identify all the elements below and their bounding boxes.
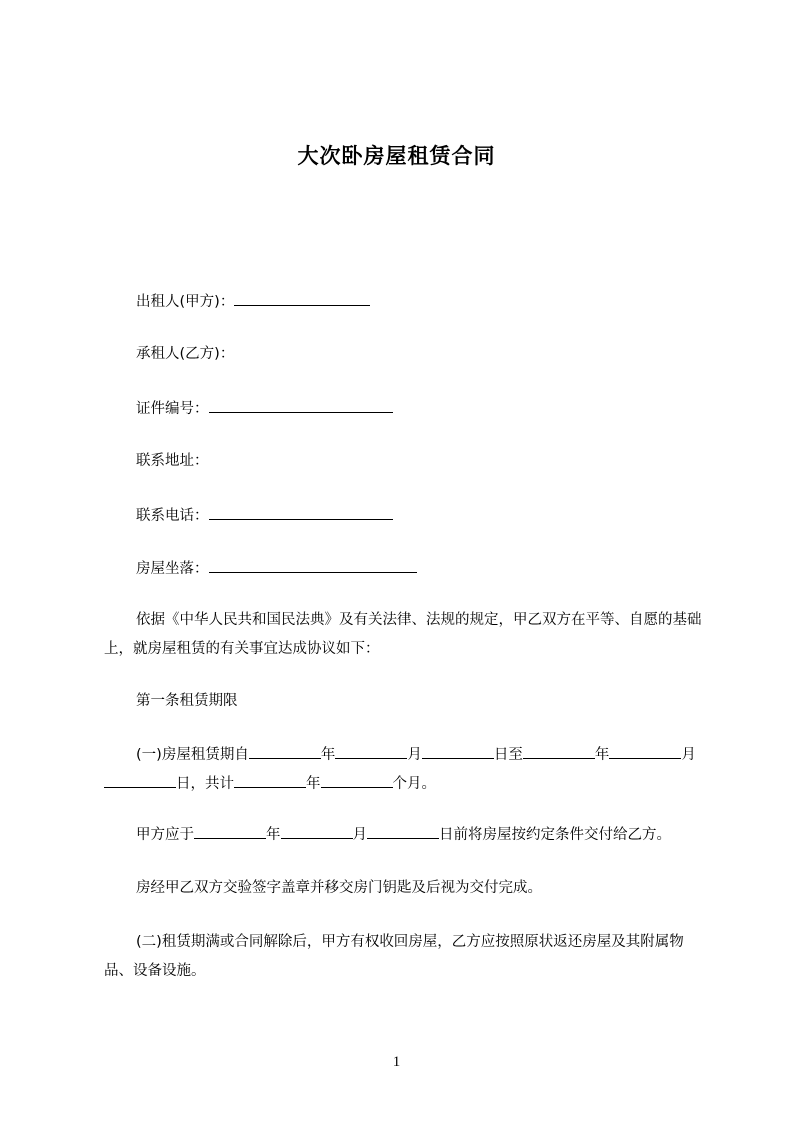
blank (234, 773, 306, 788)
year3-label: 年 (306, 776, 321, 792)
delivery-year: 年 (266, 827, 281, 843)
blank (194, 824, 266, 839)
months-end-label: 个月。 (392, 776, 436, 792)
delivery-suffix: 日前将房屋按约定条件交付给乙方。 (439, 827, 671, 843)
blank (367, 824, 439, 839)
month2-label: 月 (681, 747, 696, 763)
lessor-line (136, 291, 370, 312)
phone-line (136, 505, 393, 526)
blank (321, 773, 393, 788)
blank (281, 824, 353, 839)
location-line (136, 558, 417, 579)
lessor-blank (234, 291, 370, 306)
delivery-line (136, 824, 671, 845)
id-blank (209, 398, 393, 413)
clause1-prefix: (一)房屋租赁期自 (136, 747, 249, 763)
id-label: 证件编号： (136, 401, 209, 417)
blank (249, 744, 321, 759)
day-to-label: 日至 (493, 747, 523, 763)
phone-blank (209, 505, 393, 520)
address-line (136, 451, 209, 471)
article1-heading: 第一条租赁期限 (136, 693, 238, 709)
clause1-paragraph (104, 741, 704, 799)
document-title: 大次卧房屋租赁合同 (297, 144, 496, 168)
page-number: 1 (392, 1054, 401, 1070)
blank (104, 773, 176, 788)
blank (335, 744, 407, 759)
year2-label: 年 (594, 747, 610, 763)
address-label: 联系地址： (136, 453, 209, 469)
lessee-line (136, 344, 234, 364)
clause2-paragraph: (二)租赁期满或合同解除后，甲方有权收回房屋，乙方应按照原状返还房屋及其附属物品、设备设施。 (104, 934, 684, 979)
day-total-label: 日，共计 (176, 776, 234, 792)
year-label: 年 (320, 747, 336, 763)
lessee-label: 承租人(乙方)： (136, 346, 235, 362)
lessor-label: 出租人(甲方)： (136, 294, 235, 310)
month-label: 月 (407, 747, 422, 763)
id-line (136, 398, 393, 419)
phone-label: 联系电话： (136, 508, 209, 524)
blank (523, 744, 595, 759)
handover-line: 房经甲乙双方交验签字盖章并移交房门钥匙及后视为交付完成。 (136, 880, 542, 896)
location-blank (209, 558, 417, 573)
location-label: 房屋坐落： (136, 561, 209, 577)
blank (609, 744, 681, 759)
intro-paragraph: 依据《中华人民共和国民法典》及有关法律、法规的规定，甲乙双方在平等、自愿的基础上，就房屋租赁的有关事宜达成协议如下： (104, 612, 702, 657)
delivery-prefix: 甲方应于 (136, 827, 194, 843)
blank (422, 744, 494, 759)
delivery-month: 月 (352, 827, 367, 843)
